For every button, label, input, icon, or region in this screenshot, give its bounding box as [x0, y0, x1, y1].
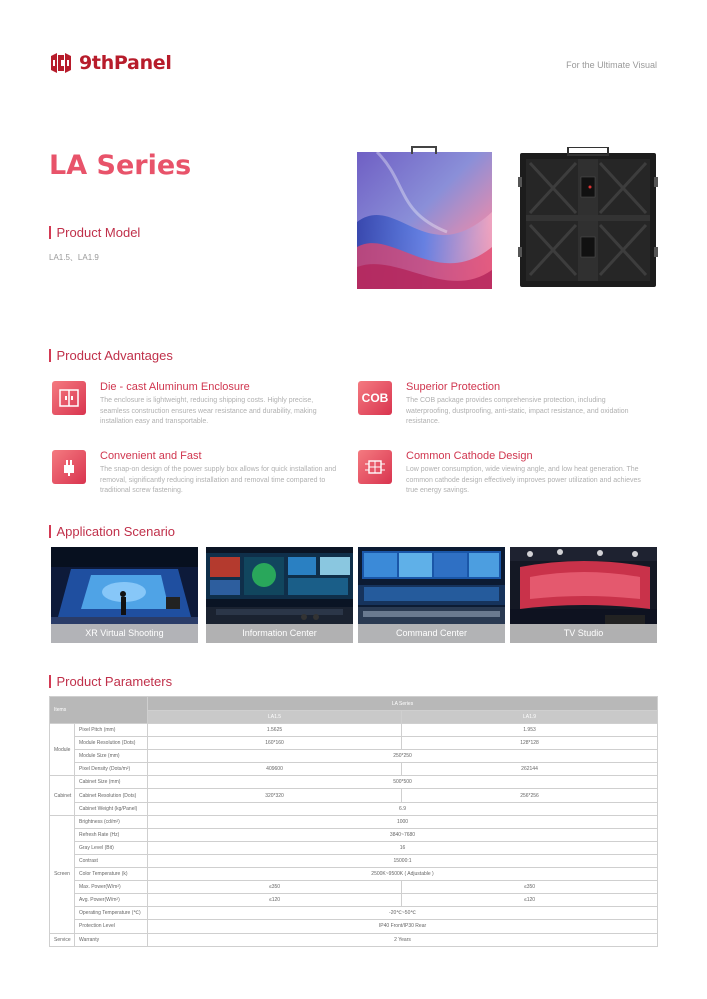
advantage-title: Superior Protection	[406, 381, 501, 393]
value-cell: 15000:1	[148, 854, 658, 867]
advantage-item	[52, 450, 342, 497]
scene-label: Information Center	[206, 624, 353, 643]
table-row	[50, 894, 658, 907]
table-row	[50, 776, 658, 789]
advantage-title: Convenient and Fast	[100, 450, 202, 462]
section-title-product-model	[49, 225, 140, 240]
param-cell: Pixel Density (Dots/m²)	[75, 763, 148, 776]
value-cell: 409600	[148, 763, 402, 776]
value-cell: 256*256	[402, 789, 658, 802]
panel-back-image	[518, 147, 658, 289]
scene-tv-studio	[510, 547, 657, 643]
table-row	[50, 828, 658, 841]
param-cell: Module Size (mm)	[75, 750, 148, 763]
table-row	[50, 802, 658, 815]
value-cell: 160*160	[148, 737, 402, 750]
value-cell: 1.5625	[148, 724, 402, 737]
value-cell: 16	[148, 841, 658, 854]
param-cell: Operating Temperature (℃)	[75, 907, 148, 920]
table-row	[50, 815, 658, 828]
advantage-desc: The enclosure is lightweight, reducing shipping costs. Highly precise, seamless construction ensures wear resistance and durability, making installation easy and transportable.	[100, 397, 317, 425]
section-bar	[49, 349, 51, 362]
param-cell: Gray Level (Bit)	[75, 841, 148, 854]
section-title-application-scenario	[49, 524, 175, 539]
advantage-desc: The COB package provides comprehensive protection, including waterproofing, dustproofing, anti-static, impact resistance, and oxidation resistance.	[406, 397, 629, 425]
scene-label: TV Studio	[510, 624, 657, 643]
section-title-text: Application Scenario	[56, 524, 176, 539]
scene-information-center	[206, 547, 353, 643]
table-row	[50, 841, 658, 854]
table-row	[50, 750, 658, 763]
scene-xr-virtual-shooting	[51, 547, 198, 643]
table-row	[50, 868, 658, 881]
param-cell: Cabinet Size (mm)	[75, 776, 148, 789]
param-cell: Color Temperature (k)	[75, 868, 148, 881]
value-cell: IP40 Front/IP30 Rear	[148, 920, 658, 933]
panel-front-image	[357, 152, 492, 289]
param-cell: Avg. Power(W/m²)	[75, 894, 148, 907]
value-cell: 1.953	[402, 724, 658, 737]
logo-mark-icon	[49, 52, 73, 74]
header-model-b: LA1.9	[402, 711, 658, 724]
scene-label: Command Center	[358, 624, 505, 643]
value-cell: ≤350	[148, 881, 402, 894]
param-cell: Warranty	[75, 933, 148, 946]
value-cell: 320*320	[148, 789, 402, 802]
value-cell: 262144	[402, 763, 658, 776]
value-cell: ≤120	[148, 894, 402, 907]
value-cell: ≤350	[402, 881, 658, 894]
param-cell: Pixel Pitch (mm)	[75, 724, 148, 737]
param-cell: Contrast	[75, 854, 148, 867]
value-cell: 128*128	[402, 737, 658, 750]
tagline: For the Ultimate Visual	[566, 60, 657, 70]
param-cell: Refresh Rate (Hz)	[75, 828, 148, 841]
value-cell: 2500K~9500K ( Adjustable )	[148, 868, 658, 881]
param-cell: Brightness (cd/m²)	[75, 815, 148, 828]
value-cell: 500*500	[148, 776, 658, 789]
series-title: LA Series	[49, 150, 192, 181]
power-plug-icon	[52, 450, 86, 484]
section-title-text: Product Parameters	[56, 674, 173, 689]
scene-label: XR Virtual Shooting	[51, 624, 198, 643]
table-row	[50, 763, 658, 776]
table-row	[50, 881, 658, 894]
value-cell: ≤120	[402, 894, 658, 907]
group-cell: Screen	[50, 815, 75, 933]
header-model-a: LA1.5	[148, 711, 402, 724]
advantage-item	[358, 450, 648, 497]
cob-icon	[358, 381, 392, 415]
header-items: Items	[50, 697, 148, 724]
model-list: LA1.5、LA1.9	[49, 253, 99, 262]
section-title-text: Product Model	[56, 225, 141, 240]
cob-icon-label: COB	[361, 391, 389, 405]
brand-name: 9thPanel	[79, 52, 172, 74]
section-title-product-advantages	[49, 348, 173, 363]
value-cell: 2 Years	[148, 933, 658, 946]
param-cell: Max. Power(W/m²)	[75, 881, 148, 894]
param-cell: Protection Level	[75, 920, 148, 933]
advantage-desc: Low power consumption, wide viewing angle, and low heat generation. The common cathode design effectively improves power utilization and achieves true energy savings.	[406, 466, 641, 494]
scene-command-center	[358, 547, 505, 643]
brand-logo	[49, 52, 172, 74]
param-cell: Module Resolution (Dots)	[75, 737, 148, 750]
section-title-text: Product Advantages	[56, 348, 173, 363]
table-row	[50, 920, 658, 933]
group-cell: Module	[50, 724, 75, 776]
table-row	[50, 933, 658, 946]
advantage-item	[52, 381, 342, 428]
advantage-item	[358, 381, 648, 428]
table-row	[50, 737, 658, 750]
enclosure-icon	[52, 381, 86, 415]
panel-handle	[411, 146, 437, 154]
section-bar	[49, 525, 51, 538]
table-row	[50, 907, 658, 920]
value-cell: 1000	[148, 815, 658, 828]
parameters-table	[49, 696, 658, 947]
advantage-title: Die - cast Aluminum Enclosure	[100, 381, 250, 393]
param-cell: Cabinet Resolution (Dots)	[75, 789, 148, 802]
advantage-title: Common Cathode Design	[406, 450, 533, 462]
header-series: LA Series	[148, 697, 658, 711]
param-cell: Cabinet Weight (kg/Panel)	[75, 802, 148, 815]
value-cell: 250*250	[148, 750, 658, 763]
section-bar	[49, 675, 51, 688]
group-cell: Cabinet	[50, 776, 75, 815]
group-cell: Service	[50, 933, 75, 946]
value-cell: 6.9	[148, 802, 658, 815]
table-header-row	[50, 697, 658, 711]
value-cell: 3840~7680	[148, 828, 658, 841]
circuit-icon	[358, 450, 392, 484]
table-row	[50, 789, 658, 802]
section-title-product-parameters	[49, 674, 172, 689]
value-cell: -20℃~50℃	[148, 907, 658, 920]
table-row	[50, 724, 658, 737]
section-bar	[49, 226, 51, 239]
table-row	[50, 854, 658, 867]
advantage-desc: The snap-on design of the power supply box allows for quick installation and removal, significantly reducing installation and removal time compared to traditional screw fastening.	[100, 466, 337, 494]
